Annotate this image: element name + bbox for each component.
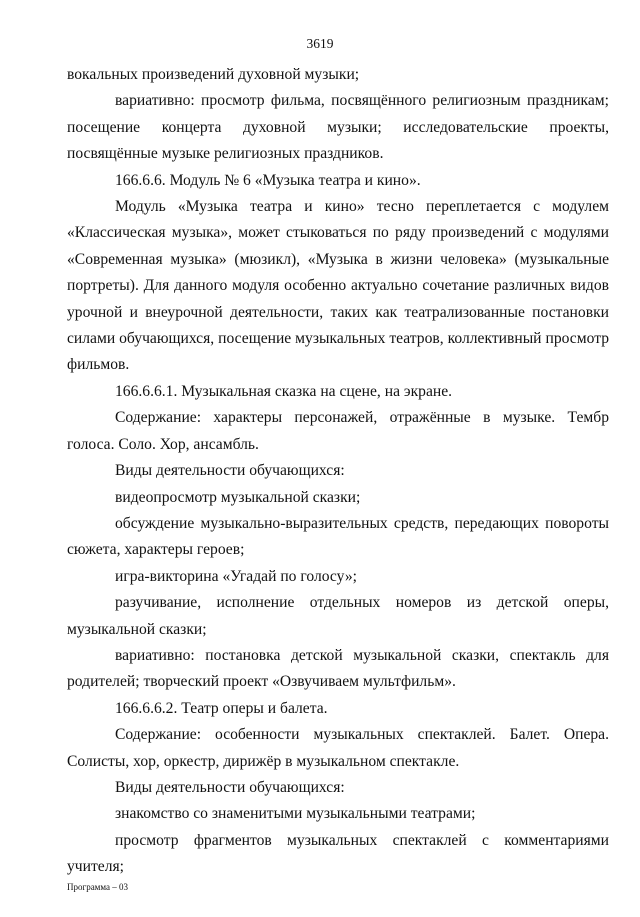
- paragraph: Виды деятельности обучающихся:: [115, 462, 345, 480]
- section-heading: 166.6.6.2. Театр оперы и балета.: [115, 699, 328, 717]
- list-item: знакомство со знаменитыми музыкальными театрами;: [115, 805, 476, 823]
- paragraph: вариативно: просмотр фильма, посвящённого религиозным праздникам; посещение концерта духовной музыки; исследовательские проекты, посвящённые музыке религиозных праздников.: [67, 92, 609, 163]
- list-item: обсуждение музыкально-выразительных средств, передающих повороты сюжета, характеры героев;: [67, 514, 609, 559]
- list-item: разучивание, исполнение отдельных номеров из детской оперы, музыкальной сказки;: [67, 594, 609, 638]
- list-item: просмотр фрагментов музыкальных спектаклей с комментариями учителя;: [67, 831, 609, 876]
- footer-label: Программа – 03: [67, 882, 129, 892]
- list-item: игра-викторина «Угадай по голосу»;: [115, 567, 357, 585]
- list-item: вариативно: постановка детской музыкальной сказки, спектакль для родителей; творческий проект «Озвучиваем мультфильм».: [67, 646, 609, 691]
- paragraph: Содержание: особенности музыкальных спектаклей. Балет. Опера. Солисты, хор, оркестр, дирижёр в музыкальном спектакле.: [67, 726, 609, 770]
- paragraph: Модуль «Музыка театра и кино» тесно переплетается с модулем «Классическая музыка», может стыковаться по ряду произведений с модулями «Современная музыка» (мюзикл), «Музыка в жизни человека» (музыкальные портреты). Для данного модуля особенно актуально сочетание различных видов урочной и внеурочной деятельности, таких как театрализованные постановки силами обучающихся, посещение музыкальных театров, коллективный просмотр фильмов.: [67, 198, 609, 374]
- paragraph: Содержание: характеры персонажей, отражённые в музыке. Тембр голоса. Соло. Хор, ансамбль.: [67, 409, 609, 453]
- page-number: 3619: [306, 36, 334, 51]
- list-item: видеопросмотр музыкальной сказки;: [115, 488, 361, 506]
- section-heading: 166.6.6.1. Музыкальная сказка на сцене, на экране.: [115, 382, 453, 400]
- paragraph: Виды деятельности обучающихся:: [115, 778, 345, 796]
- paragraph: вокальных произведений духовной музыки;: [67, 66, 360, 83]
- section-heading: 166.6.6. Модуль № 6 «Музыка театра и кино».: [115, 171, 421, 189]
- document-body: [67, 62, 609, 881]
